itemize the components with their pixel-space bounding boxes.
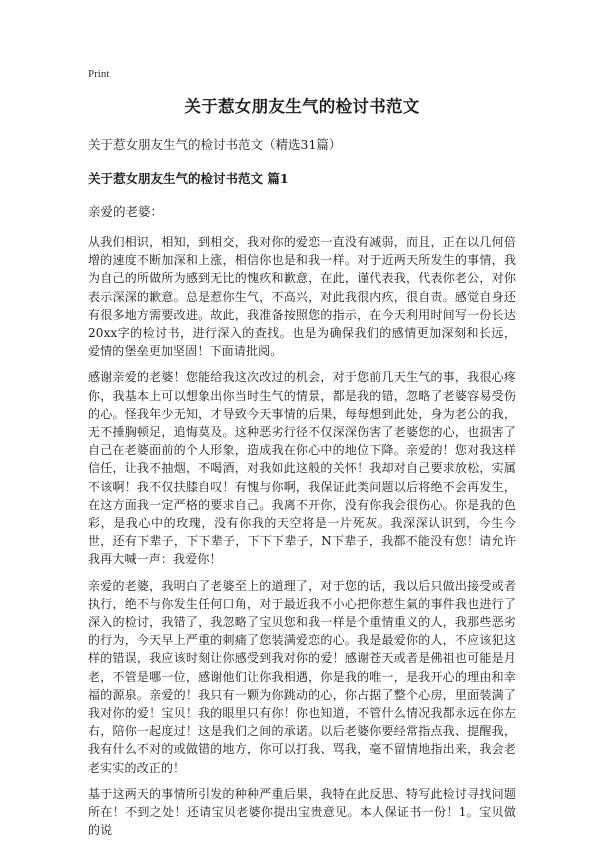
document-page [88,68,516,848]
paragraph: 亲爱的老婆，我明白了老婆至上的道理了，对于您的话，我以后只做出接受或者执行，绝不与你发生任何口角，对于最近我不小心把你惹生氣的事件我也进行了深入的检讨，我错了，我忽略了宝贝您和我一样是个重情重义的人，我那些恶劣的行为，今天早上严重的刺痛了您装满爱恋的心。我是最爱你的人，不应该犯这样的错误，我应该时刻让你感受到我对你的爱！感谢苍天或者是佛祖也可能是月老，不管是哪一位，感谢他们让你我相遇，你是我的唯一，是我开心的理由和幸福的源泉。亲爱的！我只有一颗为你跳动的心，你占据了整个心房，里面装满了我对你的爱！宝贝！我的眼里只有你！你也知道，不管什么情况我都永远在你左右，陪你一起度过！这是我们之间的承诺。以后老婆你要经常指点我、提醒我，我有什么不对的或做错的地方，你可以打我、骂我，毫不留情地指出来，我会老老实实的改正的！ [88,578,516,775]
paragraph: 基于这两天的事情所引发的种种严重后果，我特在此反思、特写此检讨寻找问题所在！不到之处！还请宝贝老婆你提出宝贵意见。本人保证书一份！1。宝贝做的说 [88,786,516,838]
print-label: Print [88,68,110,80]
paragraph: 感谢亲爱的老婆！您能给我这次改过的机会，对于您前几天生气的事，我很心疼你，我基本上可以想象出你当时生气的情景，都是我的错，忽略了老婆容易受伤的心。怪我年少无知，才导致今天事情的后果，每每想到此处，身为老公的我，无不捶胸顿足，追悔莫及。这种恶劣行径不仅深深伤害了老婆您的心，也损害了自己在老婆面前的个人形象，造成我在你心中的地位下降。亲爱的！您对我这样信任，让我不抽烟，不喝酒，对我如此这般的关怀！我却对自己要求放松，实属不该啊！我不仅扶膝自叹！有愧与你啊，我保证此类问题以后将绝不会再发生，在这方面我一定严格的要求自己。我离不开你，没有你我会很伤心。你是我的色彩，是我心中的玫瑰，没有你我的天空将是一片死灰。我深深认识到，今生今世，还有下辈子，下下辈子，下下下辈子，N下辈子，我都不能没有您！请允许我再大喊一声：我爱你！ [88,370,516,567]
salutation: 亲爱的老婆： [88,204,164,219]
document-subtitle: 关于惹女朋友生气的检讨书范文（精选31篇） [88,137,342,152]
paragraph: 从我们相识，相知，到相交，我对你的爱恋一直没有减弱，而且，正在以几何倍增的速度不断加深和上涨，相信你也是和我一样。对于近两天所发生的事情，我为自己的所做所为感到无比的愧疚和歉意，在此，谨代表我，代表你老公，对你表示深深的歉意。总是惹你生气，不高兴，对此我很内疚，很自责。感觉自身还有很多地方需要改进。故此，我准备按照您的指示，在今天利用时间写一份长达20xx字的检讨书，进行深入的查找。也是为确保我们的感情更加深刻和长远，爱情的堡垒更加坚固！下面请批阅。 [88,235,516,359]
section-heading: 关于惹女朋友生气的检讨书范文 篇1 [88,171,289,186]
document-title: 关于惹女朋友生气的检讨书范文 [184,97,420,116]
